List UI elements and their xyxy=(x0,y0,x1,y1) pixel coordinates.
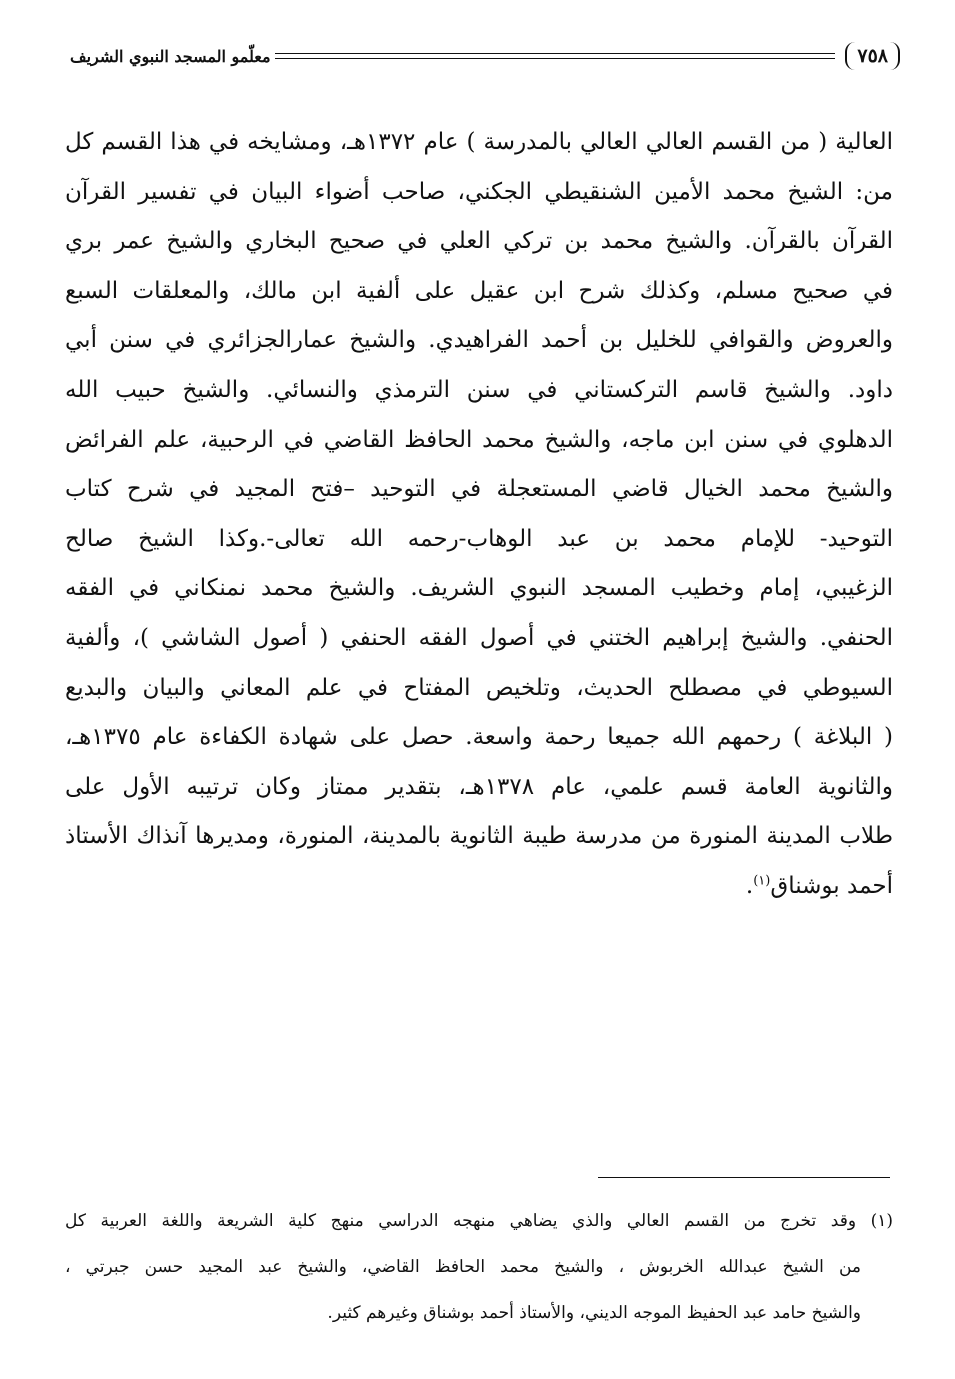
footnote-marker[interactable]: (١) xyxy=(753,873,771,889)
last-line-end: . xyxy=(745,872,754,899)
text-line: الزغيبي، إمام وخطيب المسجد النبوي الشريف. والشيخ محمد نمنكاني في الفقه xyxy=(65,575,893,602)
text-line: في صحيح مسلم، وكذلك شرح ابن عقيل على ألفية ابن مالك، والمعلقات السبع xyxy=(65,277,893,304)
footnote-line: والشيخ حامد عبد الحفيظ الموجه الديني، والأستاذ أحمد بوشناق وغيرهم كثير. xyxy=(327,1303,861,1323)
text-line: العالية ( من القسم العالي العالي بالمدرسة ) عام ١٣٧٢هـ، ومشايخه في هذا القسم كل xyxy=(65,129,893,155)
last-line-text: أحمد بوشناق xyxy=(770,872,893,899)
footnote-separator xyxy=(598,1177,890,1178)
footnotes xyxy=(65,1198,893,1336)
text-line: طلاب المدينة المنورة من مدرسة طيبة الثانوية بالمدينة، المنورة، ومديرها آنذاك الأستاذ xyxy=(65,823,893,850)
text-line: ( البلاغة ) رحمهم الله جميعا رحمة واسعة. حصل على شهادة الكفاءة عام ١٣٧٥هـ، xyxy=(65,724,893,751)
text-line: من: الشيخ محمد الأمين الشنقيطي الجكني، صاحب أضواء البيان في تفسير القرآن xyxy=(65,178,893,205)
text-line: السيوطي في مصطلح الحديث، وتلخيص المفتاح في علم المعاني والبيان والبديع xyxy=(65,674,893,701)
text-line: التوحيد- للإمام محمد بن عبد الوهاب-رحمه الله تعالى-.وكذا الشيخ صالح xyxy=(65,525,893,552)
footnote-line: (١) وقد تخرج من القسم العالي والذي يضاهي منهجه الدراسي منهج كلية الشريعة واللغة العربية كل xyxy=(65,1211,893,1231)
page-header xyxy=(70,36,900,76)
text-line: القرآن بالقرآن. والشيخ محمد بن تركي العلي في صحيح البخاري والشيخ عمر بري xyxy=(65,228,893,255)
page-number: ٧٥٨ xyxy=(845,42,900,70)
text-line: داود. والشيخ قاسم التركستاني في سنن الترمذي والنسائي. والشيخ حبيب الله xyxy=(65,376,893,403)
main-text xyxy=(65,118,893,912)
text-line-last xyxy=(65,862,893,912)
header-rule xyxy=(275,53,836,59)
text-line: والثانوية العامة قسم علمي، عام ١٣٧٨هـ، بتقدير ممتاز وكان ترتيبه الأول على xyxy=(65,773,893,800)
text-line: الحنفي. والشيخ إبراهيم الختني في أصول الفقه الحنفي ( أصول الشاشي )، وألفية xyxy=(65,624,893,651)
text-line: الدهلوي في سنن ابن ماجه، والشيخ محمد الحافظ القاضي في الرحبية، علم الفرائض xyxy=(65,426,893,453)
text-line: والعروض والقوافي للخليل بن أحمد الفراهيدي. والشيخ عمارالجزائري في سنن أبي xyxy=(65,327,893,354)
running-title: معلّمو المسجد النبوي الشريف xyxy=(70,46,271,66)
footnote-line: من الشيخ عبدالله الخربوش ، والشيخ محمد الحافظ القاضي، والشيخ عبد المجيد حسن جبرتي ، xyxy=(65,1257,861,1277)
text-line: والشيخ محمد الخيال قاضي المستعجلة في التوحيد –فتح المجيد في شرح كتاب xyxy=(65,476,893,503)
